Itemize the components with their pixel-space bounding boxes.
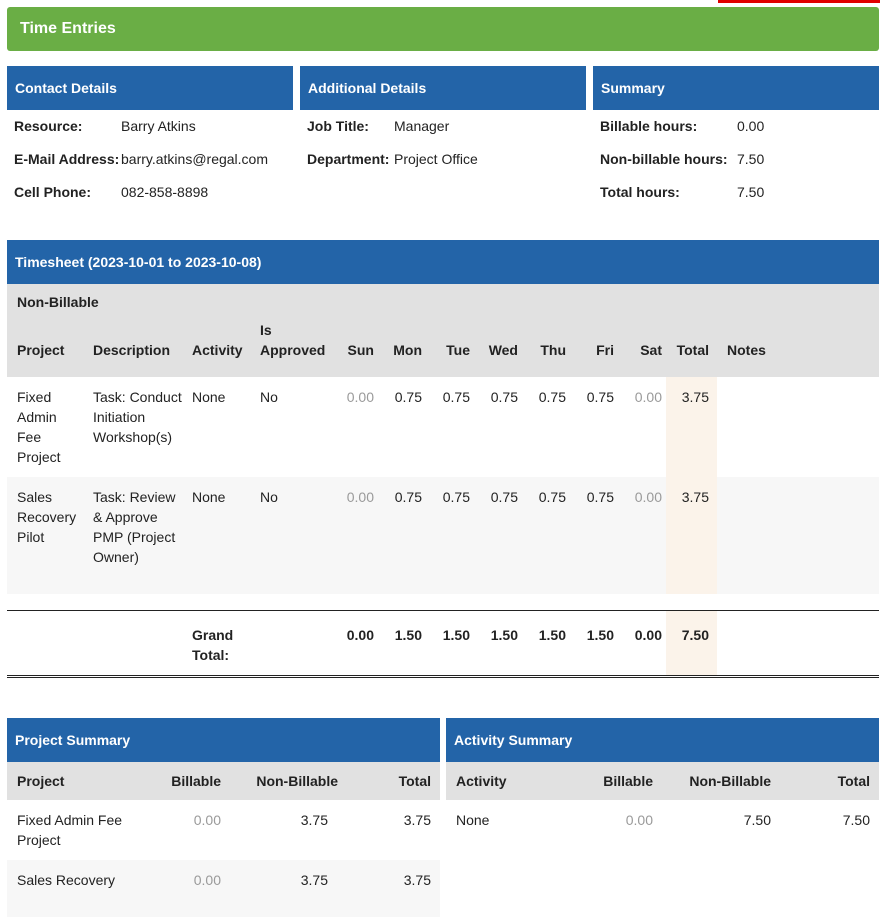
grand-total-cell: 1.50	[586, 627, 614, 643]
grand-total-cell: 1.50	[394, 627, 422, 643]
column-header[interactable]: Total	[780, 762, 879, 800]
timesheet-panel	[7, 240, 879, 678]
hours-cell: 0.00	[330, 477, 378, 594]
hours-cell: 0.75	[570, 477, 618, 594]
column-header[interactable]: Total	[666, 320, 717, 377]
table-row[interactable]	[7, 860, 440, 917]
column-header[interactable]: Sun	[330, 320, 378, 377]
contact-value: Barry Atkins	[121, 118, 196, 134]
email-link[interactable]: barry.atkins@regal.com	[121, 151, 268, 167]
timesheet-header: Timesheet (2023-10-01 to 2023-10-08)	[7, 240, 879, 284]
grand-total-cell: 0.00	[346, 627, 374, 643]
column-header[interactable]: Wed	[474, 320, 522, 377]
hours-cell: 0.75	[522, 477, 570, 594]
contact-row-phone	[7, 176, 293, 209]
summary-row-non-billable	[593, 143, 879, 176]
approved-cell: No	[250, 477, 330, 594]
table-row[interactable]	[7, 477, 879, 594]
hours-cell: 0.75	[442, 389, 470, 405]
grand-total-cell: 1.50	[490, 627, 518, 643]
column-header[interactable]: Total	[347, 762, 440, 800]
table-row[interactable]	[7, 800, 440, 860]
column-header[interactable]: Description	[83, 320, 182, 377]
table-row[interactable]	[446, 800, 879, 857]
approved-cell: No	[260, 389, 278, 405]
contact-details-panel	[7, 66, 293, 226]
grand-total-table	[7, 611, 879, 675]
column-header[interactable]: Is Approved	[250, 320, 330, 377]
hours-cell: 0.75	[378, 477, 426, 594]
hours-cell: 0.75	[394, 389, 422, 405]
billable-cell: 0.00	[142, 860, 230, 917]
activity-cell: None	[192, 389, 226, 405]
contact-row-email	[7, 143, 293, 176]
description-cell: Task: Conduct Initiation Workshop(s)	[93, 389, 182, 445]
summary-value: 0.00	[737, 118, 765, 134]
column-header[interactable]: Activity	[446, 762, 571, 800]
contact-label: Cell Phone:	[14, 184, 92, 200]
grand-total-sum-cell: 7.50	[666, 611, 717, 675]
grand-total-label: Grand Total:	[192, 627, 234, 663]
additional-row-department	[300, 143, 586, 176]
timesheet-table	[7, 320, 879, 594]
hours-cell: 0.75	[426, 477, 474, 594]
summary-row-billable	[593, 110, 879, 143]
column-header[interactable]: Fri	[570, 320, 618, 377]
project-cell: Fixed Admin Fee Project	[17, 389, 61, 465]
non-billable-cell: 3.75	[230, 860, 347, 917]
non-billable-cell: 3.75	[300, 812, 328, 828]
additional-label: Job Title:	[307, 118, 369, 134]
description-cell: Task: Review & Approve PMP (Project Owner)	[83, 477, 182, 594]
project-summary-panel	[7, 718, 440, 917]
hours-cell: 0.75	[538, 389, 566, 405]
timesheet-header-row	[7, 320, 879, 377]
contact-label: Resource:	[14, 118, 83, 134]
total-cell: 7.50	[842, 812, 870, 828]
project-cell: Sales Recovery Pilot	[7, 477, 83, 594]
column-header[interactable]: Project	[7, 762, 142, 800]
project-summary-header-row	[7, 762, 440, 800]
project-summary-header: Project Summary	[7, 718, 440, 762]
summary-value: 7.50	[737, 151, 765, 167]
notes-cell	[717, 377, 879, 477]
additional-details-header: Additional Details	[300, 66, 586, 110]
additional-value: Project Office	[394, 151, 478, 167]
hours-cell: 0.75	[586, 389, 614, 405]
column-header[interactable]: Thu	[522, 320, 570, 377]
activity-cell: None	[456, 812, 490, 828]
grand-total-cell: 0.00	[634, 627, 662, 643]
summary-row-total	[593, 176, 879, 209]
activity-summary-header: Activity Summary	[446, 718, 879, 762]
hours-cell: 0.00	[618, 477, 666, 594]
contact-row-resource	[7, 110, 293, 143]
billable-cell: 0.00	[625, 812, 653, 828]
column-header[interactable]: Billable	[142, 762, 230, 800]
column-header[interactable]: Billable	[571, 762, 662, 800]
total-cell: 3.75	[347, 860, 440, 917]
column-header[interactable]: Project	[7, 320, 83, 377]
project-cell: Sales Recovery	[7, 860, 142, 917]
summary-header: Summary	[593, 66, 879, 110]
summary-label: Total hours:	[600, 184, 680, 200]
summary-panel	[593, 66, 879, 226]
activity-summary-panel	[446, 718, 879, 857]
grand-total-section	[7, 610, 879, 678]
grand-total-cell: 1.50	[442, 627, 470, 643]
summary-label: Non-billable hours:	[600, 151, 728, 167]
column-header[interactable]: Non-Billable	[662, 762, 780, 800]
grand-total-cell: 1.50	[538, 627, 566, 643]
top-accent-bar	[718, 0, 880, 3]
column-header[interactable]: Tue	[426, 320, 474, 377]
additional-value: Manager	[394, 118, 450, 134]
activity-cell: None	[182, 477, 250, 594]
column-header[interactable]: Activity	[182, 320, 250, 377]
hours-cell: 0.75	[474, 477, 522, 594]
contact-details-header: Contact Details	[7, 66, 293, 110]
project-summary-table	[7, 762, 440, 917]
column-header[interactable]: Notes	[717, 320, 879, 377]
summary-value: 7.50	[737, 184, 765, 200]
summary-label: Billable hours:	[600, 118, 698, 134]
contact-label: E-Mail Address:	[14, 151, 120, 167]
grand-total-row	[7, 611, 879, 675]
additional-row-job-title	[300, 110, 586, 143]
hours-cell: 0.00	[346, 389, 374, 405]
row-total-cell: 3.75	[666, 477, 717, 594]
activity-summary-header-row	[446, 762, 879, 800]
column-header[interactable]: Mon	[378, 320, 426, 377]
timesheet-section-title: Non-Billable	[7, 284, 879, 320]
hours-cell: 0.75	[490, 389, 518, 405]
project-cell: Fixed Admin Fee Project	[17, 812, 123, 848]
column-header[interactable]: Sat	[618, 320, 666, 377]
additional-label: Department:	[307, 151, 390, 167]
table-row[interactable]	[7, 377, 879, 477]
page-title: Time Entries	[7, 7, 879, 51]
hours-cell: 0.00	[634, 389, 662, 405]
column-header[interactable]: Non-Billable	[230, 762, 347, 800]
notes-cell	[717, 477, 879, 594]
row-total-cell: 3.75	[666, 377, 717, 477]
contact-value: 082-858-8898	[121, 184, 209, 200]
billable-cell: 0.00	[193, 812, 221, 828]
activity-summary-table	[446, 762, 879, 857]
non-billable-cell: 7.50	[743, 812, 771, 828]
additional-details-panel	[300, 66, 586, 226]
total-cell: 3.75	[403, 812, 431, 828]
